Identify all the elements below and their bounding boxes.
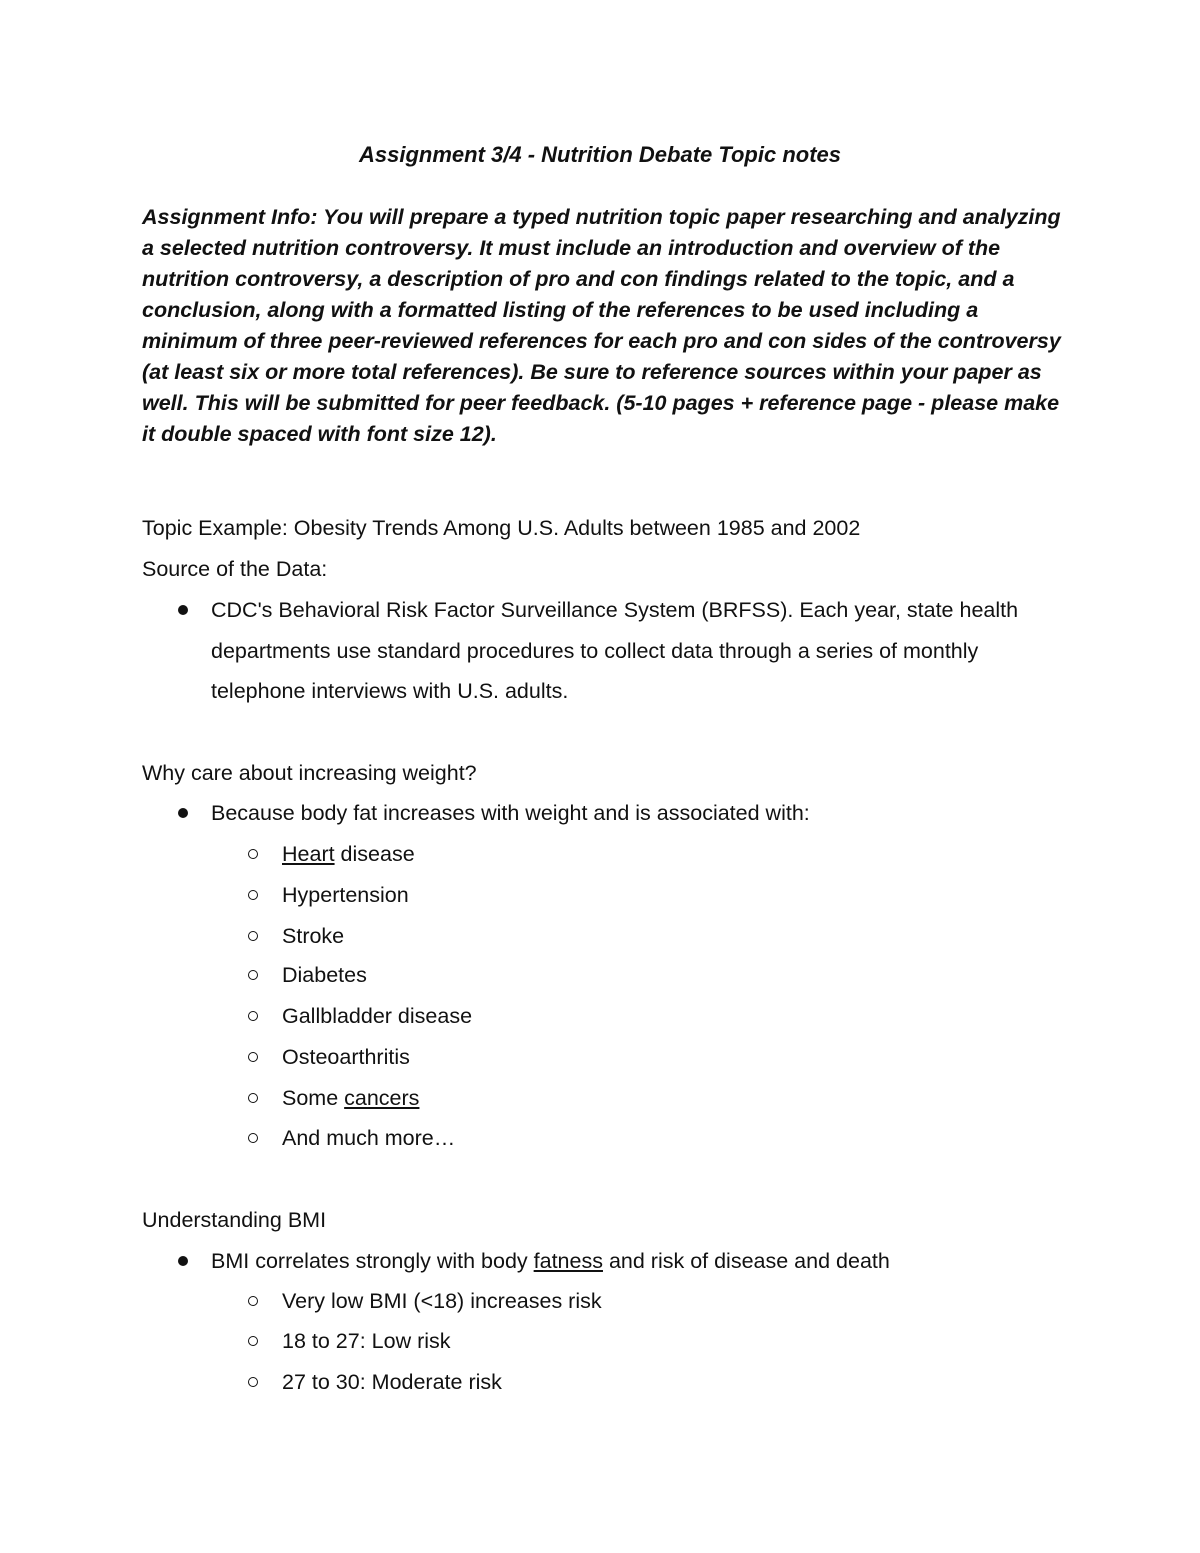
bmi-heading: Understanding BMI <box>142 1208 327 1232</box>
bullet-circle-icon <box>248 970 258 980</box>
bmi-bullet <box>211 1246 890 1276</box>
cancers-link-text: cancers <box>344 1086 420 1110</box>
list-item-osteoarthritis: Osteoarthritis <box>282 1045 410 1069</box>
list-item-heart-disease <box>282 839 415 869</box>
bullet-circle-icon <box>248 1336 258 1346</box>
document-title: Assignment 3/4 - Nutrition Debate Topic notes <box>358 142 841 167</box>
source-heading: Source of the Data: <box>142 557 328 581</box>
cancers-prefix-text: Some <box>282 1086 345 1110</box>
heart-rest-text: disease <box>334 842 415 866</box>
bullet-circle-icon <box>248 890 258 900</box>
bullet-circle-icon <box>248 1052 258 1062</box>
bullet-circle-icon <box>248 1133 258 1143</box>
list-item-diabetes: Diabetes <box>282 963 367 987</box>
heart-link-text: Heart <box>282 842 335 866</box>
bmi-bullet-suffix: and risk of disease and death <box>602 1249 890 1273</box>
list-item-low-risk: 18 to 27: Low risk <box>282 1329 451 1353</box>
list-item-gallbladder: Gallbladder disease <box>282 1004 473 1028</box>
bullet-circle-icon <box>248 1093 258 1103</box>
bullet-circle-icon <box>248 1296 258 1306</box>
list-item-hypertension: Hypertension <box>282 883 409 907</box>
list-item-very-low-bmi: Very low BMI (<18) increases risk <box>282 1289 602 1313</box>
list-item-moderate-risk: 27 to 30: Moderate risk <box>282 1370 502 1394</box>
why-bullet: Because body fat increases with weight and is associated with: <box>211 801 810 825</box>
fatness-link-text: fatness <box>533 1249 603 1273</box>
list-item-stroke: Stroke <box>282 924 345 948</box>
bullet-dot-icon <box>178 1256 188 1266</box>
list-item-cancers <box>282 1083 419 1113</box>
assignment-info: Assignment Info: You will prepare a typed nutrition topic paper researching and analyzing a selected nutrition controversy. It must include an introduction and overview of the nutrition controversy, a description of pro and con findings related to the topic, and a conclusion, along with a formatted listing of the references to be used including a minimum of three peer-reviewed references for each pro and con sides of the controversy (at least six or more total references). Be sure to reference sources within your paper as well. This will be submitted for peer feedback. (5-10 pages + reference page - please make it double spaced with font size 12). <box>142 205 1061 446</box>
bullet-dot-icon <box>178 605 188 615</box>
bullet-circle-icon <box>248 1377 258 1387</box>
list-item-more: And much more… <box>282 1126 456 1150</box>
bmi-bullet-prefix: BMI correlates strongly with body <box>211 1249 534 1273</box>
bullet-circle-icon <box>248 1011 258 1021</box>
bullet-circle-icon <box>248 849 258 859</box>
why-heading: Why care about increasing weight? <box>142 761 477 785</box>
bullet-circle-icon <box>248 931 258 941</box>
topic-example: Topic Example: Obesity Trends Among U.S. Adults between 1985 and 2002 <box>142 516 861 540</box>
bullet-dot-icon <box>178 808 188 818</box>
source-bullet: CDC's Behavioral Risk Factor Surveillance System (BRFSS). Each year, state health departments use standard procedures to collect data through a series of monthly telephone interviews with U.S. adults. <box>211 598 1019 703</box>
